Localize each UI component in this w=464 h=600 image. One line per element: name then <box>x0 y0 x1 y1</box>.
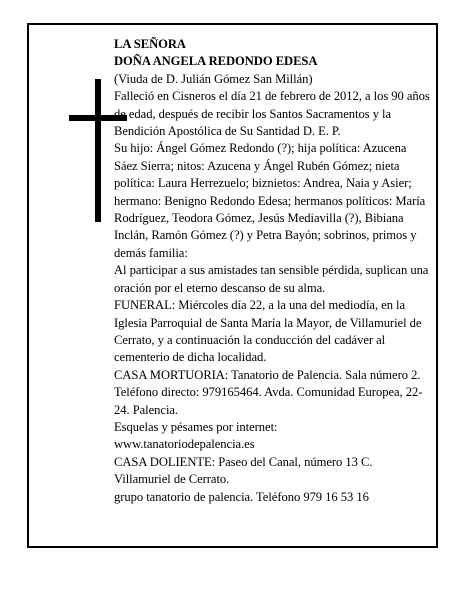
mortuary-paragraph: CASA MORTUORIA: Tanatorio de Palencia. Sala número 2. Teléfono directo: 979165464. Avda. Comunidad Europea, 22-24. Palencia. <box>114 367 423 417</box>
website-link[interactable]: www.tanatoriodepalencia.es <box>114 437 255 452</box>
family-paragraph: Su hijo: Ángel Gómez Redondo (?); hija política: Azucena Sáez Sierra; nitos: Azucena y Ángel Rubén Gómez; nieta política: Laura Herrezuelo; biznietos: Andrea, Naia y Asier; hermano: Benigno Redondo Edesa; hermanos políticos: María Rodríguez, Teodora Gómez, Jesús Mediavilla (?), Bibiana Inclán, Ramón Gómez (?) y Petra Bayón; sobrinos, primos y demás familia: <box>114 141 426 260</box>
title-line-1: LA SEÑORA <box>114 37 186 51</box>
request-paragraph: Al participar a sus amistades tan sensible pérdida, suplican una oración por el eterno descanso de su alma. <box>114 263 429 295</box>
deceased-name: DOÑA ANGELA REDONDO EDESA <box>114 54 318 69</box>
internet-line-1: Esquelas y pésames por internet: <box>114 419 278 434</box>
cross-vertical-bar <box>95 79 101 222</box>
footer-line: grupo tanatorio de palencia. Teléfono 979 16 53 16 <box>114 489 369 504</box>
notice-text <box>114 36 430 506</box>
funeral-paragraph: FUNERAL: Miércoles día 22, a la una del mediodía, en la Iglesia Parroquial de Santa María la Mayor, de Villamuriel de Cerrato, y a continuación la conducción del cadáver al cementerio de dicha localidad. <box>114 298 422 365</box>
mourning-house-paragraph: CASA DOLIENTE: Paseo del Canal, número 13 C. Villamuriel de Cerrato. <box>114 454 373 487</box>
death-paragraph: Falleció en Cisneros el día 21 de febrero de 2012, a los 90 años de edad, después de recibir los Santos Sacramentos y la Bendición Apostólica de Su Santidad D. E. P. <box>114 89 430 139</box>
widow-line: (Viuda de D. Julián Gómez San Millán) <box>114 71 313 86</box>
